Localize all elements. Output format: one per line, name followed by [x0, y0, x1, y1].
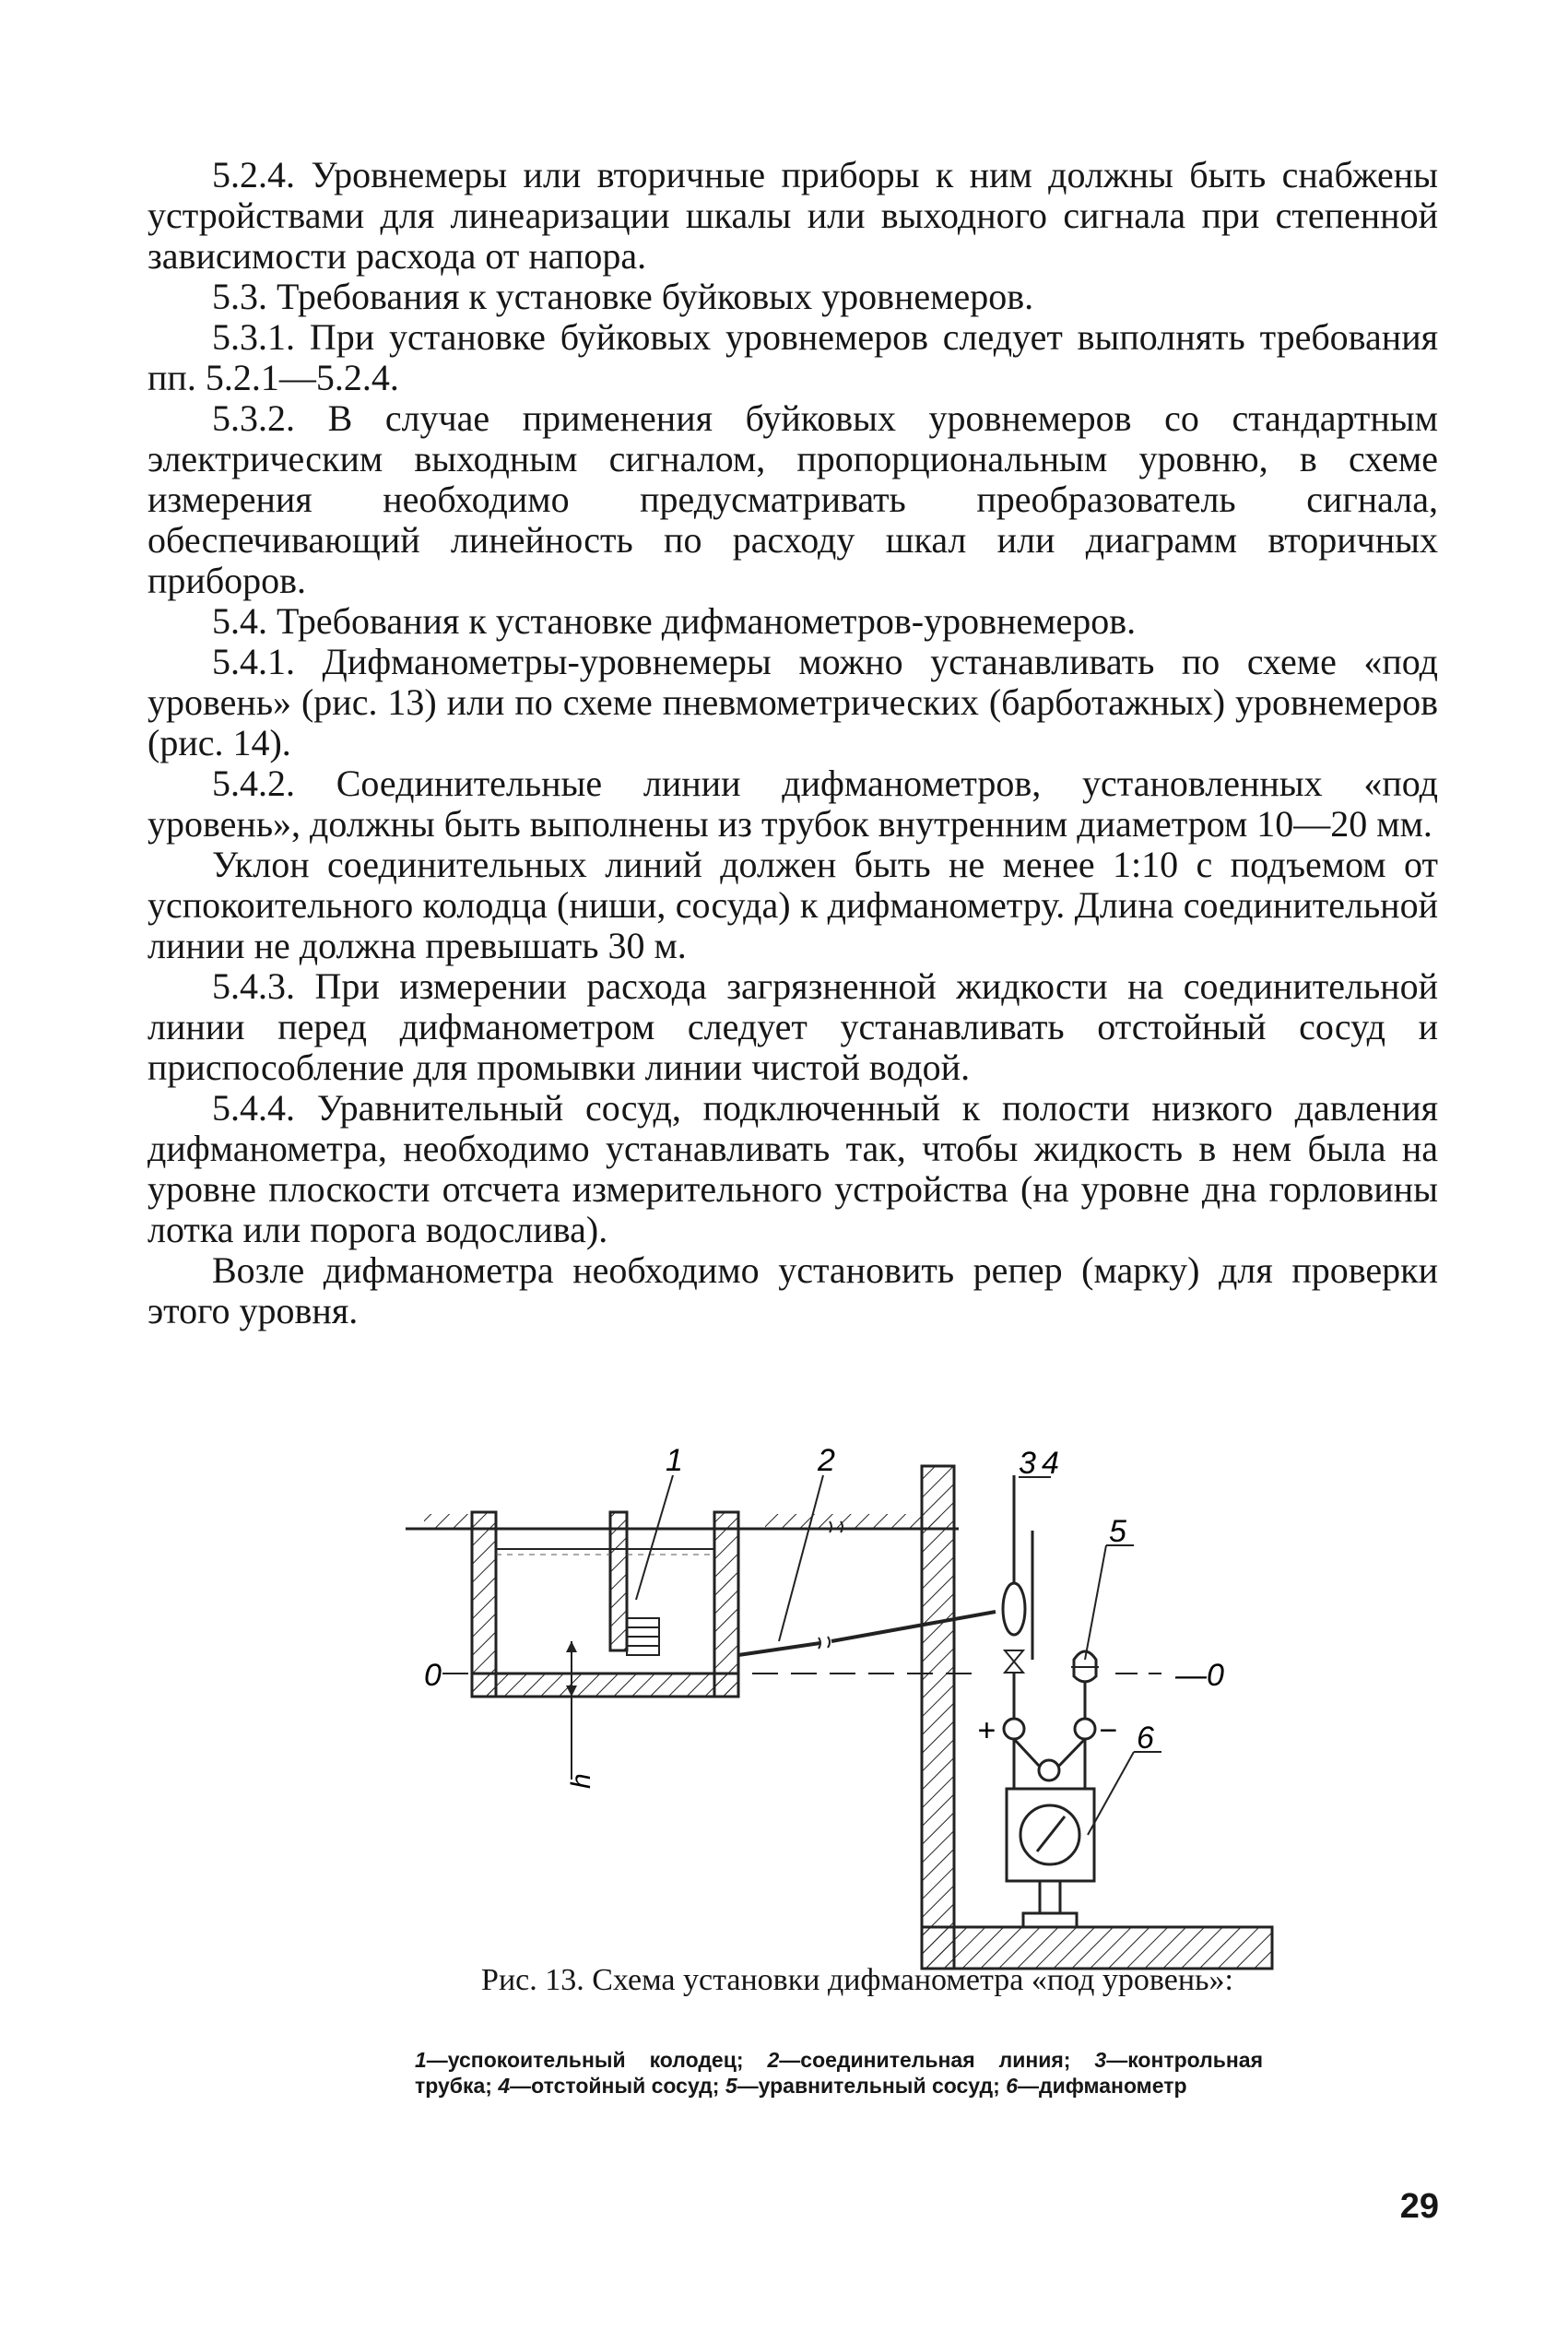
hmin-dimension — [566, 1641, 596, 1789]
legend-num-1: 1 — [415, 2048, 427, 2072]
differential-manometer — [1007, 1789, 1094, 1927]
paragraph-5-3-1: 5.3.1. При установке буйковых уровнемеров следует выполнять требования пп. 5.2.1—5.2.4. — [147, 316, 1438, 398]
figure-caption: Рис. 13. Схема установки дифманометра «под уровень»: — [481, 1963, 1233, 1997]
legend-text-2: —соединительная линия; — [779, 2048, 1095, 2072]
connecting-line — [738, 1521, 996, 1655]
paragraph-5-4-1: 5.4.1. Дифманометры-уровнемеры можно устанавливать по схеме «под уровень» (рис. 13) или по схеме пневмометрических (барботажных) уровнемеров (рис. 14). — [147, 641, 1438, 763]
legend-num-4: 4 — [498, 2074, 511, 2098]
callout-4: 4 — [1042, 1448, 1059, 1481]
legend-num-6: 6 — [1006, 2074, 1018, 2098]
paragraph-5-4-4: 5.4.4. Уравнительный сосуд, подключенный к полости низкого давления дифманометра, необходимо устанавливать так, чтобы жидкость в нем была на уровне плоскости отсчета измерительного устройства (на уровне дна горловины лотка или порога водослива). — [147, 1087, 1438, 1250]
legend-num-2: 2 — [767, 2048, 780, 2072]
figure-legend — [415, 2047, 1263, 2099]
callout-2: 2 — [818, 1448, 835, 1478]
hmin-label: h — [566, 1773, 596, 1789]
paragraph-5-4-2: 5.4.2. Соединительные линии дифманометров, установленных «под уровень», должны быть выполнены из трубок внутренним диаметром 10—20 мм. — [147, 763, 1438, 845]
plus-label: + — [977, 1713, 996, 1748]
paragraph-5-2-4: 5.2.4. Уровнемеры или вторичные приборы к ним должны быть снабжены устройствами для линеаризации шкалы или выходного сигнала при степенной зависимости расхода от напора. — [147, 154, 1438, 277]
figure-13-diagram — [406, 1448, 1346, 1992]
legend-num-5: 5 — [725, 2074, 737, 2098]
zero-right-label: —0 — [1175, 1658, 1224, 1693]
legend-text-4: —отстойный сосуд; — [510, 2074, 725, 2098]
paragraph-reper: Возле дифманометра необходимо установить репер (марку) для проверки этого уровня. — [147, 1249, 1438, 1331]
valves — [977, 1713, 1117, 1789]
callout-3: 3 — [1019, 1448, 1036, 1481]
zero-left-label: 0 — [424, 1658, 442, 1693]
legend-text-3: —контрольная трубка; — [415, 2048, 1263, 2098]
installation-schematic — [406, 1448, 1346, 1992]
paragraph-5-4-3: 5.4.3. При измерении расхода загрязненной жидкости на соединительной линии перед дифманометром следует устанавливать отстойный сосуд и приспособление для промывки линии чистой водой. — [147, 965, 1438, 1088]
callout-5: 5 — [1109, 1514, 1126, 1549]
minus-label: − — [1099, 1713, 1117, 1748]
body-text — [147, 155, 1438, 1331]
page-number: 29 — [1399, 2187, 1439, 2226]
callout-1: 1 — [666, 1448, 683, 1478]
paragraph-5-3: 5.3. Требования к установке буйковых уровнемеров. — [212, 276, 1034, 317]
paragraph-slope: Уклон соединительных линий должен быть не менее 1:10 с подъемом от успокоительного колодца (ниши, сосуда) к дифманометру. Длина соединительной линии не должна превышать 30 м. — [147, 844, 1438, 966]
paragraph-5-3-2: 5.3.2. В случае применения буйковых уровнемеров со стандартным электрическим выходным сигналом, пропорциональным уровню, в схеме измерения необходимо предусматривать преобразователь сигнала, обеспечивающий линейность по расходу шкал или диаграмм вторичных приборов. — [147, 397, 1438, 601]
callout-6: 6 — [1137, 1721, 1154, 1756]
building-wall — [922, 1466, 1272, 1969]
paragraph-5-4: 5.4. Требования к установке дифманометров-уровнемеров. — [212, 600, 1137, 642]
legend-text-1: —успокоительный колодец; — [426, 2048, 768, 2072]
legend-text-6: —дифманометр — [1017, 2074, 1187, 2098]
stilling-well — [472, 1512, 738, 1697]
legend-text-5: —уравнительный сосуд; — [737, 2074, 1007, 2098]
legend-num-3: 3 — [1094, 2048, 1107, 2072]
